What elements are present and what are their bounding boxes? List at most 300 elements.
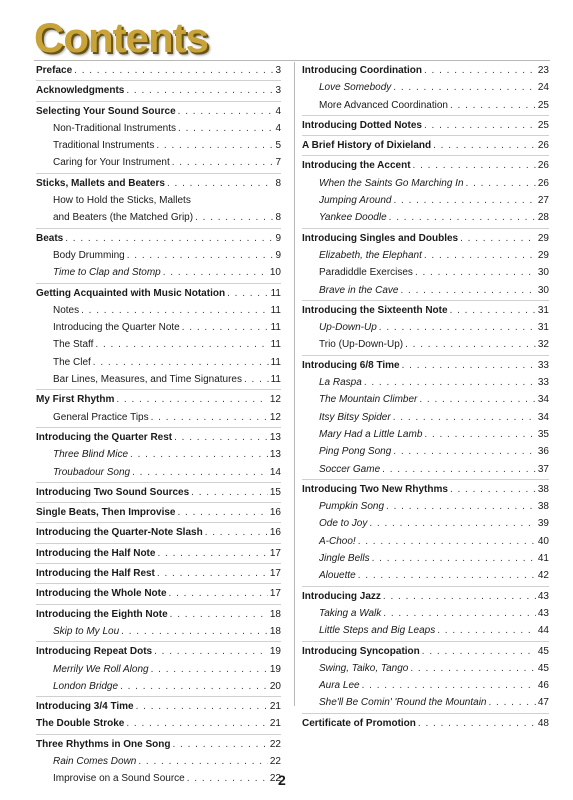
entry-title: Jumping Around (319, 195, 392, 207)
entry-separator (36, 80, 281, 81)
entry-title: Traditional Instruments (53, 140, 155, 152)
toc-heading-entry (36, 175, 281, 192)
leader-dots (167, 175, 273, 192)
entry-page-number: 41 (537, 553, 549, 565)
toc-subentry (36, 154, 281, 171)
entry-page-number: 4 (275, 122, 281, 134)
toc-heading-entry (36, 585, 281, 602)
leader-dots (93, 354, 269, 371)
entry-page-number: 21 (269, 701, 281, 713)
toc-subentry (36, 354, 281, 371)
entry-title: Single Beats, Then Improvise (36, 507, 176, 519)
entry-page-number: 44 (537, 625, 549, 637)
entry-page-number: 7 (275, 157, 281, 169)
entry-page-number: 17 (269, 588, 281, 600)
entry-title: Non-Traditional Instruments (53, 122, 177, 134)
leader-dots (362, 677, 536, 694)
leader-dots (126, 715, 268, 732)
toc-subentry (302, 264, 549, 281)
toc-subentry (302, 336, 549, 353)
entry-title: Introducing Dotted Notes (302, 119, 422, 131)
entry-title: Introducing the Quarter-Note Slash (36, 527, 203, 539)
entry-page-number: 8 (275, 212, 281, 224)
entry-page-number: 26 (537, 177, 549, 189)
toc-heading-entry (36, 230, 281, 247)
entry-page-number: 15 (269, 486, 281, 498)
toc-heading-entry (302, 588, 549, 605)
entry-separator (302, 135, 549, 136)
leader-dots (405, 336, 536, 353)
entry-title: Preface (36, 65, 73, 76)
entry-separator (302, 713, 549, 714)
entry-title: The Staff (53, 339, 94, 351)
leader-dots (195, 209, 273, 226)
entry-page-number: 3 (275, 85, 281, 97)
leader-dots (151, 409, 268, 426)
entry-page-number: 18 (269, 608, 281, 620)
leader-dots (157, 545, 267, 562)
toc-song-entry (36, 678, 281, 695)
toc-subentry (36, 336, 281, 353)
toc-heading-entry (36, 62, 281, 79)
entry-title: The Clef (53, 356, 91, 368)
entry-title: How to Hold the Sticks, Mallets (53, 195, 191, 207)
entry-page-number: 21 (269, 718, 281, 730)
entry-page-number: 31 (537, 322, 549, 334)
leader-dots (358, 567, 536, 584)
toc-heading-entry (36, 698, 281, 715)
entry-page-number: 22 (269, 738, 281, 750)
entry-title: Selecting Your Sound Source (36, 105, 176, 117)
entry-title: Sticks, Mallets and Beaters (36, 177, 165, 189)
toc-heading-entry (302, 357, 549, 374)
toc-heading-entry (36, 643, 281, 660)
entry-page-number: 11 (270, 356, 281, 368)
entry-page-number: 5 (275, 140, 281, 152)
entry-title: Introducing Two Sound Sources (36, 486, 190, 498)
entry-title: and Beaters (the Matched Grip) (53, 212, 194, 224)
entry-title: Improvise on a Sound Source (53, 773, 185, 785)
entry-title: Introducing the Eighth Note (36, 608, 168, 620)
entry-separator (302, 479, 549, 480)
leader-dots (156, 137, 273, 154)
leader-dots (450, 302, 536, 319)
entry-title: Introducing the Half Rest (36, 568, 155, 580)
entry-page-number: 11 (270, 322, 281, 334)
entry-separator (36, 101, 281, 102)
entry-separator (302, 355, 549, 356)
toc-song-entry (302, 498, 549, 515)
toc-subentry (36, 120, 281, 137)
toc-subentry (36, 302, 281, 319)
entry-page-number: 31 (537, 304, 549, 316)
entry-page-number: 25 (537, 119, 549, 131)
entry-title: La Raspa (319, 377, 362, 389)
entry-page-number: 9 (275, 232, 281, 244)
toc-heading-entry (36, 484, 281, 501)
leader-dots (410, 660, 536, 677)
entry-title: More Advanced Coordination (319, 99, 448, 111)
entry-title: Beats (36, 232, 64, 244)
entry-title: Acknowledgments (36, 85, 125, 97)
toc-heading-entry (302, 302, 549, 319)
toc-song-entry (36, 264, 281, 281)
toc-song-entry (36, 464, 281, 481)
entry-page-number: 12 (269, 411, 281, 423)
entry-page-number: 29 (537, 249, 549, 261)
toc-heading-entry (302, 715, 549, 732)
entry-page-number: 34 (537, 394, 549, 406)
entry-title: Introducing Repeat Dots (36, 646, 153, 658)
leader-dots (65, 230, 273, 247)
entry-separator (36, 543, 281, 544)
toc-subentry (36, 319, 281, 336)
toc-heading-entry (302, 62, 549, 79)
entry-separator (36, 427, 281, 428)
toc-heading-entry (302, 157, 549, 174)
leader-dots (358, 533, 536, 550)
entry-title: Introducing 6/8 Time (302, 359, 400, 371)
entry-title: Paradiddle Exercises (319, 267, 413, 279)
toc-left-column (36, 62, 281, 788)
leader-dots (450, 481, 536, 498)
toc-subentry (36, 137, 281, 154)
leader-dots (74, 62, 273, 79)
entry-page-number: 34 (537, 411, 549, 423)
leader-dots (415, 264, 536, 281)
toc-subentry (36, 409, 281, 426)
leader-dots (121, 623, 268, 640)
leader-dots (187, 770, 268, 787)
entry-page-number: 16 (269, 527, 281, 539)
leader-dots (383, 588, 536, 605)
entry-page-number: 45 (537, 662, 549, 674)
entry-title: Three Rhythms in One Song (36, 738, 171, 750)
entry-page-number: 39 (537, 518, 549, 530)
entry-page-number: 16 (269, 507, 281, 519)
leader-dots (81, 302, 268, 319)
leader-dots (136, 698, 268, 715)
leader-dots (369, 515, 536, 532)
entry-separator (302, 586, 549, 587)
leader-dots (418, 715, 536, 732)
toc-subentry (302, 97, 549, 114)
leader-dots (116, 391, 268, 408)
entry-title: Introducing 3/4 Time (36, 701, 134, 713)
entry-page-number: 27 (537, 195, 549, 207)
entry-page-number: 14 (269, 466, 281, 478)
entry-page-number: 43 (537, 590, 549, 602)
entry-page-number: 9 (275, 249, 281, 261)
leader-dots (138, 753, 268, 770)
toc-heading-entry (36, 429, 281, 446)
toc-song-entry (302, 209, 549, 226)
leader-dots (386, 498, 536, 515)
entry-page-number: 29 (537, 232, 549, 244)
leader-dots (393, 192, 535, 209)
column-divider (294, 62, 295, 706)
entry-title: Introducing Two New Rhythms (302, 483, 448, 495)
entry-page-number: 11 (270, 374, 281, 386)
toc-song-entry (302, 443, 549, 460)
leader-dots (127, 247, 274, 264)
toc-song-entry (302, 515, 549, 532)
toc-right-column (302, 62, 549, 732)
entry-page-number: 25 (537, 99, 549, 111)
toc-song-entry (302, 426, 549, 443)
leader-dots (393, 443, 536, 460)
entry-page-number: 13 (269, 449, 281, 461)
entry-separator (36, 641, 281, 642)
toc-song-entry (302, 175, 549, 192)
entry-title: Introducing Coordination (302, 65, 422, 76)
entry-separator (36, 583, 281, 584)
entry-separator (302, 228, 549, 229)
entry-page-number: 37 (537, 463, 549, 475)
toc-song-entry (302, 374, 549, 391)
page-number: 2 (278, 772, 286, 788)
entry-page-number: 22 (269, 755, 281, 767)
entry-separator (36, 389, 281, 390)
leader-dots (450, 97, 536, 114)
leader-dots (178, 103, 274, 120)
leader-dots (402, 357, 536, 374)
toc-heading-entry (302, 643, 549, 660)
leader-dots (383, 605, 536, 622)
entry-page-number: 47 (537, 697, 549, 709)
leader-dots (401, 282, 536, 299)
toc-song-entry (302, 247, 549, 264)
entry-title: The Double Stroke (36, 718, 125, 730)
entry-title: Rain Comes Down (53, 755, 137, 767)
entry-page-number: 30 (537, 267, 549, 279)
toc-heading-entry (302, 137, 549, 154)
entry-title: Introducing Jazz (302, 590, 381, 602)
entry-title: Merrily We Roll Along (53, 663, 149, 675)
entry-page-number: 32 (537, 339, 549, 351)
leader-dots (419, 391, 536, 408)
leader-dots (95, 336, 268, 353)
toc-song-entry (302, 192, 549, 209)
toc-song-entry (302, 605, 549, 622)
entry-title: Elizabeth, the Elephant (319, 249, 422, 261)
toc-subentry (36, 371, 281, 388)
leader-dots (227, 285, 269, 302)
entry-page-number: 40 (537, 535, 549, 547)
entry-title: Introducing the Quarter Note (53, 322, 180, 334)
leader-dots (389, 209, 536, 226)
leader-dots (120, 678, 268, 695)
entry-page-number: 46 (537, 680, 549, 692)
leader-dots (393, 79, 536, 96)
leader-dots (132, 464, 268, 481)
toc-song-entry (36, 446, 281, 463)
entry-separator (36, 734, 281, 735)
toc-song-entry (36, 623, 281, 640)
leader-dots (174, 429, 268, 446)
toc-heading-entry (36, 391, 281, 408)
entry-page-number: 22 (269, 773, 281, 785)
entry-page-number: 19 (269, 663, 281, 675)
toc-heading-entry (302, 230, 549, 247)
leader-dots (178, 120, 273, 137)
entry-title: The Mountain Climber (319, 394, 418, 406)
leader-dots (433, 137, 536, 154)
entry-separator (302, 155, 549, 156)
leader-dots (393, 409, 536, 426)
entry-page-number: 17 (269, 547, 281, 559)
leader-dots (489, 694, 536, 711)
entry-page-number: 24 (537, 82, 549, 94)
entry-page-number: 11 (270, 287, 281, 299)
entry-page-number: 33 (537, 359, 549, 371)
leader-dots (437, 622, 536, 639)
toc-song-entry (302, 282, 549, 299)
toc-heading-entry (36, 736, 281, 753)
entry-page-number: 12 (269, 394, 281, 406)
entry-title: Introducing the Whole Note (36, 588, 167, 600)
leader-dots (364, 374, 536, 391)
toc-heading-entry (36, 504, 281, 521)
entry-title: A Brief History of Dixieland (302, 140, 432, 152)
leader-dots (172, 736, 267, 753)
toc-heading-entry (302, 117, 549, 134)
entry-title: Introducing the Half Note (36, 547, 156, 559)
leader-dots (424, 247, 536, 264)
page-title: Contents (34, 14, 208, 61)
toc-song-entry (302, 533, 549, 550)
entry-title: Aura Lee (319, 680, 360, 692)
entry-page-number: 13 (269, 431, 281, 443)
entry-page-number: 38 (537, 483, 549, 495)
toc-song-entry (302, 622, 549, 639)
leader-dots (422, 643, 536, 660)
entry-title: Body Drumming (53, 249, 125, 261)
leader-dots (424, 62, 536, 79)
entry-page-number: 23 (537, 65, 549, 76)
leader-dots (424, 426, 535, 443)
entry-title: Caring for Your Instrument (53, 157, 170, 169)
leader-dots (182, 319, 269, 336)
entry-title: A-Choo! (319, 535, 356, 547)
entry-title: Introducing the Sixteenth Note (302, 304, 448, 316)
entry-page-number: 19 (269, 646, 281, 658)
entry-page-number: 17 (269, 568, 281, 580)
leader-dots (177, 504, 267, 521)
title-rule (34, 60, 550, 61)
entry-title: Up-Down-Up (319, 322, 377, 334)
entry-page-number: 45 (537, 645, 549, 657)
leader-dots (172, 154, 274, 171)
entry-page-number: 38 (537, 501, 549, 513)
entry-page-number: 36 (537, 446, 549, 458)
entry-title: Mary Had a Little Lamb (319, 428, 423, 440)
toc-heading-entry (36, 606, 281, 623)
leader-dots (130, 446, 268, 463)
entry-title: Three Blind Mice (53, 449, 129, 461)
entry-separator (302, 641, 549, 642)
entry-separator (36, 502, 281, 503)
toc-song-entry (36, 753, 281, 770)
toc-song-entry (302, 550, 549, 567)
entry-title: Little Steps and Big Leaps (319, 625, 436, 637)
toc-song-entry (302, 409, 549, 426)
entry-title: When the Saints Go Marching In (319, 177, 464, 189)
entry-title: Trio (Up-Down-Up) (319, 339, 404, 351)
leader-dots (460, 230, 536, 247)
entry-title: Jingle Bells (319, 553, 370, 565)
leader-dots (163, 264, 268, 281)
entry-separator (36, 696, 281, 697)
toc-song-entry (302, 567, 549, 584)
entry-separator (36, 604, 281, 605)
entry-title: Introducing Singles and Doubles (302, 232, 459, 244)
leader-dots (413, 157, 536, 174)
entry-title: Certificate of Promotion (302, 717, 416, 729)
entry-page-number: 10 (269, 267, 281, 279)
toc-heading-entry (36, 565, 281, 582)
entry-separator (36, 482, 281, 483)
entry-page-number: 3 (275, 65, 281, 76)
entry-page-number: 26 (537, 160, 549, 172)
toc-subentry (36, 247, 281, 264)
leader-dots (191, 484, 268, 501)
entry-separator (36, 228, 281, 229)
entry-page-number: 8 (275, 177, 281, 189)
leader-dots (126, 82, 273, 99)
toc-song-entry (302, 461, 549, 478)
entry-title: Swing, Taiko, Tango (319, 662, 409, 674)
entry-title: My First Rhythm (36, 394, 115, 406)
entry-separator (36, 522, 281, 523)
leader-dots (157, 565, 268, 582)
leader-dots (154, 643, 268, 660)
toc-heading-entry (36, 545, 281, 562)
entry-page-number: 18 (269, 625, 281, 637)
entry-title: Notes (53, 304, 80, 316)
leader-dots (379, 319, 536, 336)
entry-page-number: 35 (537, 428, 549, 440)
toc-song-entry (36, 661, 281, 678)
leader-dots (169, 585, 268, 602)
leader-dots (170, 606, 268, 623)
entry-title: Skip to My Lou (53, 625, 120, 637)
entry-page-number: 11 (270, 339, 281, 351)
leader-dots (382, 461, 536, 478)
entry-title: Getting Acquainted with Music Notation (36, 287, 226, 299)
toc-subentry (36, 770, 281, 787)
leader-dots (244, 371, 269, 388)
entry-title: She'll Be Comin' 'Round the Mountain (319, 697, 487, 709)
leader-dots (151, 661, 268, 678)
entry-title: Introducing the Quarter Rest (36, 431, 173, 443)
leader-dots (372, 550, 536, 567)
entry-title: Bar Lines, Measures, and Time Signatures (53, 374, 242, 386)
toc-song-entry (302, 694, 549, 711)
toc-heading-entry (36, 715, 281, 732)
entry-page-number: 42 (537, 570, 549, 582)
toc-subentry (36, 209, 281, 226)
entry-title: Alouette (319, 570, 356, 582)
entry-title: Soccer Game (319, 463, 381, 475)
entry-title: Introducing the Accent (302, 160, 411, 172)
entry-page-number: 4 (275, 105, 281, 117)
entry-page-number: 30 (537, 284, 549, 296)
toc-song-entry (302, 391, 549, 408)
toc-subentry (36, 192, 281, 209)
leader-dots (424, 117, 536, 134)
entry-page-number: 20 (269, 680, 281, 692)
